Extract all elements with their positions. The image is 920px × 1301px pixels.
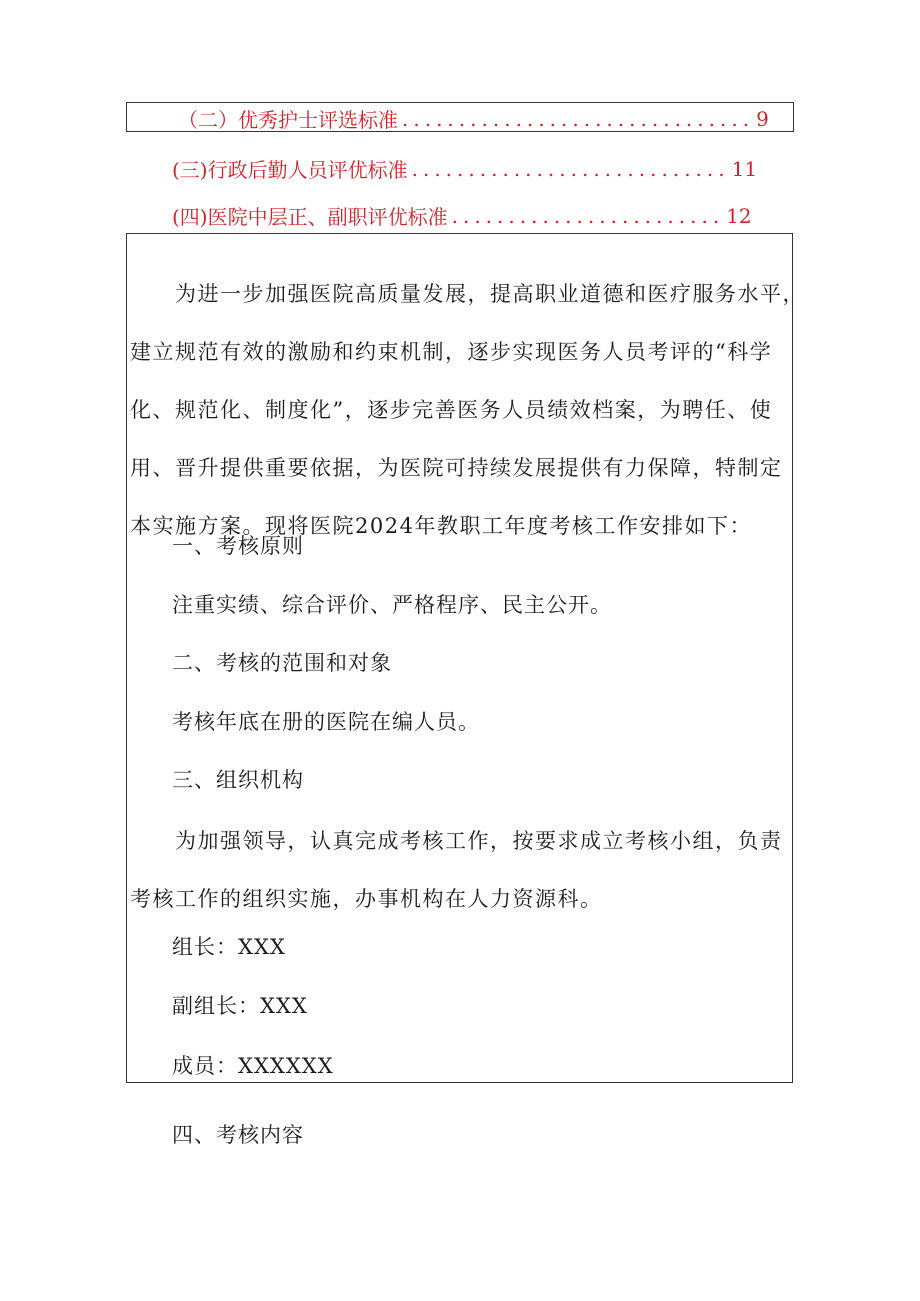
- toc-label: (三)行政后勤人员评优标准: [172, 158, 408, 182]
- toc-page-number: 12: [726, 203, 752, 228]
- toc-dots: ............................: [411, 156, 730, 181]
- section-2-title: 二、考核的范围和对象: [172, 651, 392, 675]
- toc-dots: ...............................: [402, 106, 755, 131]
- paragraph-line: 建立规范有效的激励和约束机制，逐步实现医务人员考评的“科学: [130, 340, 773, 364]
- paragraph-line: 考核工作的组织实施，办事机构在人力资源科。: [130, 887, 603, 911]
- section-3-paragraph: [130, 812, 790, 928]
- paragraph-line: 化、规范化、制度化”，逐步完善医务人员绩效档案，为聘任、使: [130, 398, 773, 422]
- section-1-title: 一、考核原则: [172, 534, 304, 558]
- toc-label: (四)医院中层正、副职评优标准: [172, 205, 448, 229]
- toc-label: （二）优秀护士评选标准: [178, 108, 398, 132]
- toc-page-number: 11: [731, 156, 758, 181]
- section-1-body: 注重实绩、综合评价、严格程序、民主公开。: [172, 593, 612, 617]
- toc-entry[interactable]: [172, 154, 757, 183]
- toc-entry[interactable]: [172, 201, 752, 230]
- paragraph-line: 为加强领导，认真完成考核工作，按要求成立考核小组，负责: [130, 829, 783, 853]
- paragraph-line: 用、晋升提供重要依据，为医院可持续发展提供有力保障，特制定: [130, 456, 783, 480]
- toc-entry[interactable]: [178, 104, 769, 133]
- paragraph-line: 为进一步加强医院高质量发展，提高职业道德和医疗服务水平，: [130, 282, 805, 306]
- section-4-title: 四、考核内容: [172, 1123, 304, 1147]
- intro-paragraph: [130, 265, 805, 555]
- members-line: 成员：XXXXXX: [172, 1054, 334, 1078]
- toc-page-number: 9: [756, 106, 769, 131]
- section-3-title: 三、组织机构: [172, 768, 304, 792]
- paragraph-line: 本实施方案。现将医院2024年教职工年度考核工作安排如下：: [130, 514, 752, 538]
- leader-line: 组长：XXX: [172, 935, 286, 959]
- section-2-body: 考核年底在册的医院在编人员。: [172, 710, 480, 734]
- vice-leader-line: 副组长：XXX: [172, 994, 308, 1018]
- toc-dots: ........................: [451, 203, 725, 228]
